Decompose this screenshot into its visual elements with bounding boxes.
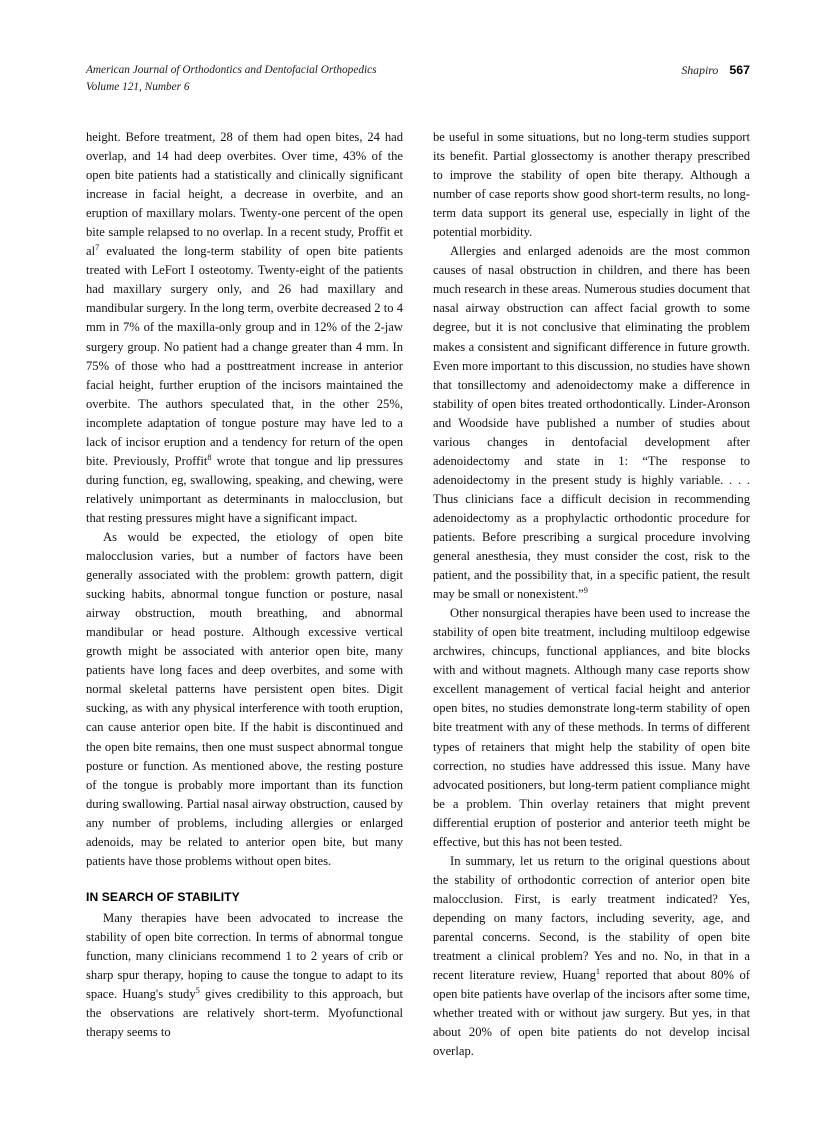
author-name: Shapiro [681,63,719,77]
para-text-cont2: wrote that tongue and lip pressures during function, eg, swallowing, speaking, and chewing, were relatively unimportant as determinants in malocclusion, but that resting pressures might have a significant impact. [86,453,404,525]
running-head-right [681,62,750,79]
paragraph-left-3 [86,909,403,1042]
footnote-ref-5: 5 [195,985,200,995]
para-text: height. Before treatment, 28 of them had open bites, 24 had overlap, and 14 had deep overbites. Over time, 43% of the open bite patients had a statistically and clinically significant increase in facial height, a decrease in overbite, and an eruption of maxillary molars. Twenty-one percent of the open bite sample relapsed to no overlap. In a recent study, Proffit et al [86,130,403,259]
para-text: Many therapies have been advocated to increase the stability of open bite correction. In terms of abnormal tongue function, many clinicians recommend 1 to 2 years of crib or sharp spur therapy, hoping to cause the tongue to adapt to its space. Huang's study [86,910,403,1002]
two-column-body [86,128,750,1061]
paragraph-right-4 [433,852,750,1062]
running-head [86,62,750,96]
section-heading-in-search-of-stability: IN SEARCH OF STABILITY [86,889,240,904]
paragraph-left-1 [86,128,403,528]
para-text: Allergies and enlarged adenoids are the most common causes of nasal obstruction in children, and there has been much research in these areas. Numerous studies document that nasal airway obstruction can affect facial growth to some degree, but it is not conclusive that eliminating the problem makes a consistent and significant difference in future growth. Even more important to this discussion, no studies have shown that tonsillectomy and adenoidectomy make a difference in stability of open bites treated orthodontically. Linder-Aronson and Woodside have published a number of studies about various changes in dentofacial development after adenoidectomy and state in 1: “The response to adenoidectomy in the present study is highly variable. . . . Thus clinicians face a difficult decision in recommending adenoidectomy as a prophylactic orthodontic procedure for patients. Before prescribing a surgical procedure involving general anesthesia, they must consider the cost, risk to the patient, and the possibility that, in a specific patient, the result may be small or nonexistent.” [433,244,750,602]
page-number: 567 [729,63,750,77]
footnote-ref-8: 8 [207,452,212,462]
para-text-cont: reported that about 80% of open bite patients have overlap of the incisors after some time, whether treated with or without jaw surgery. But yes, in that about 20% of open bite patients do not develop incisal overlap. [433,968,750,1059]
footnote-ref-7: 7 [95,243,100,253]
paragraph-right-3: Other nonsurgical therapies have been used to increase the stability of open bite treatment, including multiloop edgewise archwires, chincups, functional appliances, and bite blocks with and without magnets. Although many case reports show excellent management of vertical facial height and anterior open bites, no studies demonstrate long-term stability of open bite treatment with any of these methods. In terms of different types of retainers that might help the stability of open bite correction, no studies have addressed this issue. Many have advocated positioners, but long-term patient compliance might be a problem. Thin overlay retainers that might prevent differential eruption of posterior and anterior teeth might be effective, but this has not been tested. [433,606,750,849]
paragraph-right-1: be useful in some situations, but no long-term studies support its benefit. Partial glossectomy is another therapy prescribed to improve the stability of open bite therapy. Although a number of case reports show good short-term results, no long-term data support its general use, especially in light of the potential morbidity. [433,130,750,240]
journal-volume-issue: Volume 121, Number 6 [86,81,190,93]
para-text: In summary, let us return to the original questions about the stability of orthodontic correction of anterior open bite malocclusion. First, is early treatment indicated? Yes, depending on many factors, including severity, age, and parental concerns. Second, is the stability of open bite treatment a clinical problem? Yes and no. No, in that in a recent literature review, Huang [433,853,750,983]
footnote-ref-9: 9 [583,585,588,595]
journal-title: American Journal of Orthodontics and Dentofacial Orthopedics [86,64,377,76]
journal-title-block [86,62,377,96]
paragraph-right-2 [433,242,750,604]
para-text-cont: evaluated the long-term stability of open bite patients treated with LeFort I osteotomy. Twenty-eight of the patients had maxillary surgery only, and 26 had maxillary and mandibular surgery. In the long term, overbite decreased 2 to 4 mm in 7% of the maxilla-only group and in 12% of the 2-jaw surgery group. No patient had a change greater than 4 mm. In 75% of those who had a posttreatment increase in anterior facial height, further eruption of the incisors maintained the overbite. The authors speculated that, in the other 25%, incomplete adaptation of tongue posture may have led to a lack of incisor eruption and a tendency for return of the open bite. Previously, Proffit [86,244,403,468]
right-column [433,128,750,1061]
footnote-ref-1: 1 [595,966,601,976]
left-column [86,128,403,1061]
para-text-cont: gives credibility to this approach, but the observations are relatively short-term. Myofunctional therapy seems to [86,987,403,1040]
paragraph-left-2: As would be expected, the etiology of open bite malocclusion varies, but a number of factors have been generally associated with the problem: growth pattern, digit sucking habits, abnormal tongue function or posture, nasal airway obstruction, mouth breathing, and abnormal mandibular or head posture. Although excessive vertical growth might be associated with anterior open bite, many patients have long faces and deep overbites, and some with normal skeletal patterns have persistent open bites. Digit sucking, as with any physical interference with tooth eruption, can cause anterior open bite. If the habit is discontinued and the open bite remains, then one must suspect abnormal tongue posture or function. As mentioned above, the resting posture of the tongue is probably more important than its function during swallowing. Partial nasal airway obstruction, caused by any number of problems, including allergies or enlarged adenoids, may be related to anterior open bite, but many patients have those problems without open bites. [86,529,403,868]
